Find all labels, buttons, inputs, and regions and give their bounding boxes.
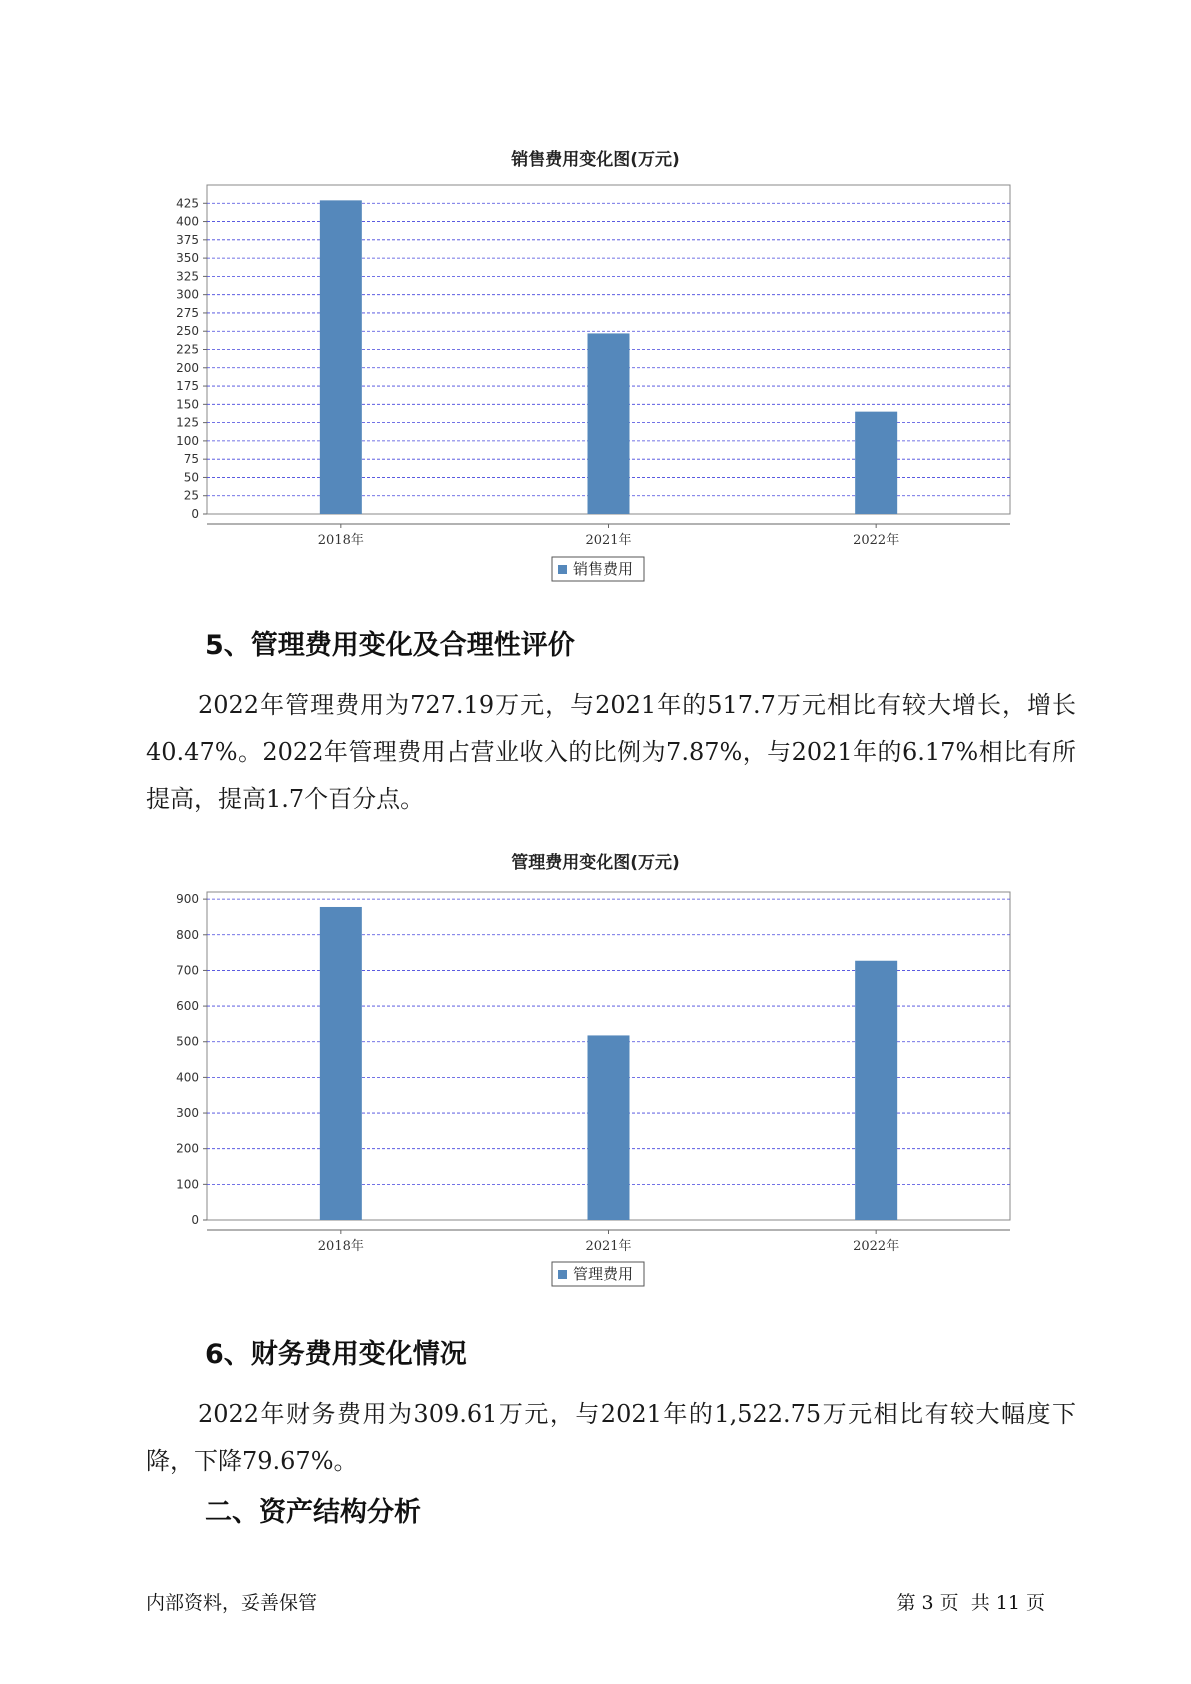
y-tick-label: 125 bbox=[176, 415, 199, 430]
x-tick-label: 2018年 bbox=[317, 1239, 364, 1254]
y-tick-label: 100 bbox=[176, 433, 199, 448]
y-tick-label: 75 bbox=[183, 452, 199, 467]
y-tick-label: 900 bbox=[176, 892, 199, 907]
y-tick-label: 150 bbox=[176, 397, 199, 412]
footer-page-number: 第 3 页 共 11 页 bbox=[896, 1592, 1045, 1614]
y-tick-label: 275 bbox=[176, 305, 199, 320]
y-tick-label: 425 bbox=[176, 196, 199, 211]
bar bbox=[588, 1035, 630, 1220]
y-tick-label: 25 bbox=[183, 488, 199, 503]
y-tick-label: 0 bbox=[191, 507, 199, 521]
paragraph-admin-expense-text: 2022年管理费用为727.19万元，与2021年的517.7万元相比有较大增长，增长40.47%。2022年管理费用占营业收入的比例为7.87%，与2021年的6.17%相比有所提高，提高1.7个百分点。 bbox=[146, 691, 1076, 813]
paragraph-finance-expense-text: 2022年财务费用为309.61万元，与2021年的1,522.75万元相比有较大幅度下降，下降79.67%。 bbox=[146, 1400, 1076, 1475]
section-heading-asset-structure: 二、资产结构分析 bbox=[205, 1497, 421, 1528]
x-tick-label: 2021年 bbox=[585, 1239, 632, 1254]
legend-label: 管理费用 bbox=[573, 1265, 634, 1283]
legend-swatch bbox=[558, 1270, 567, 1279]
section-heading-5: 5、管理费用变化及合理性评价 bbox=[205, 630, 575, 661]
chart-title-sales: 销售费用变化图(万元) bbox=[511, 150, 680, 170]
y-tick-label: 175 bbox=[176, 379, 199, 394]
y-tick-label: 300 bbox=[176, 1106, 199, 1121]
bar bbox=[855, 961, 897, 1220]
y-tick-label: 50 bbox=[183, 470, 199, 485]
section-heading-6: 6、财务费用变化情况 bbox=[205, 1339, 467, 1370]
y-tick-label: 350 bbox=[176, 251, 199, 266]
y-tick-label: 325 bbox=[176, 269, 199, 284]
y-tick-label: 250 bbox=[176, 324, 199, 339]
y-tick-label: 0 bbox=[191, 1213, 199, 1227]
chart-title-admin: 管理费用变化图(万元) bbox=[511, 853, 680, 873]
y-tick-label: 200 bbox=[176, 360, 199, 375]
y-tick-label: 600 bbox=[176, 999, 199, 1014]
y-tick-label: 225 bbox=[176, 342, 199, 357]
y-tick-label: 500 bbox=[176, 1034, 199, 1049]
y-tick-label: 200 bbox=[176, 1141, 199, 1156]
x-tick-label: 2018年 bbox=[317, 533, 364, 548]
paragraph-finance-expense bbox=[146, 1391, 1076, 1485]
legend-label: 销售费用 bbox=[573, 560, 634, 578]
footer-confidential-note: 内部资料，妥善保管 bbox=[146, 1592, 318, 1614]
x-tick-label: 2022年 bbox=[853, 1239, 900, 1254]
y-tick-label: 375 bbox=[176, 232, 199, 247]
x-tick-label: 2021年 bbox=[585, 533, 632, 548]
bar bbox=[320, 907, 362, 1220]
y-tick-label: 800 bbox=[176, 927, 199, 942]
x-tick-label: 2022年 bbox=[853, 533, 900, 548]
y-tick-label: 100 bbox=[176, 1177, 199, 1192]
y-tick-label: 700 bbox=[176, 963, 199, 978]
y-tick-label: 400 bbox=[176, 1070, 199, 1085]
y-tick-label: 300 bbox=[176, 287, 199, 302]
y-tick-label: 400 bbox=[176, 214, 199, 229]
